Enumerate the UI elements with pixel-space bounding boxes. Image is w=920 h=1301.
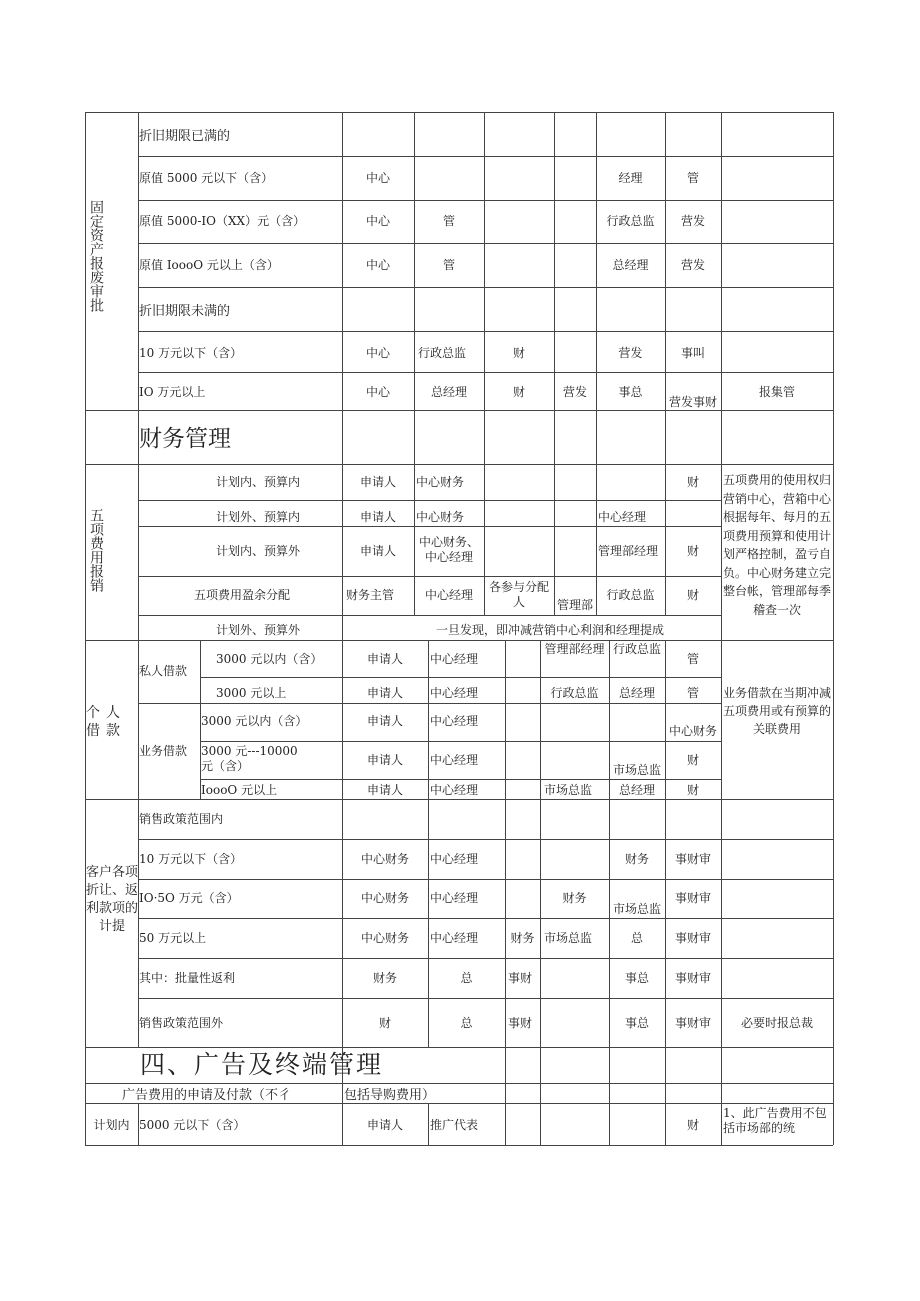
cell-value: 市场总监 [612,763,661,777]
grid-line [721,799,722,1145]
grid-line [138,200,833,201]
row-label: 销售政策范围外 [139,1016,224,1030]
cell-note: 一旦发现，即冲减营销中心利润和经理提成 [435,623,664,637]
cell-value: 行政总监 [612,642,661,656]
row-label: IO 万元以上 [139,385,206,399]
cell-value: 行政总监 [550,686,599,700]
grid-line [138,998,833,999]
loan-type-business: 业务借款 [139,744,188,758]
grid-line [138,839,833,840]
cell-value: 营发事财 [668,395,717,409]
cell-value: 中心财务 [360,852,409,866]
cell-value: 管 [686,652,699,666]
cell-value: 事叫 [680,346,705,360]
cell-value: 行政总监 [606,214,655,228]
grid-line [85,112,86,1145]
cell-value: 总经理 [430,385,467,399]
cell-value: 总经理 [618,783,655,797]
grid-line [85,1145,833,1146]
cell-value: 中心经理 [430,931,479,945]
loan-type-private: 私人借款 [139,664,188,678]
grid-line [138,156,833,157]
cell-value: 中心 [365,346,390,360]
grid-line [484,112,485,464]
section-title-finance: 财务管理 [139,425,231,451]
grid-line [138,243,833,244]
cell-value: 行政总监 [417,346,466,360]
cell-value: 行政总监 [606,588,655,602]
cell-value: 营发 [618,346,643,360]
row-label: IO·5O 万元（含） [139,891,239,905]
grid-line [721,112,722,464]
remark-ads: 1、此广告费用不包括市场部的统 [723,1106,827,1135]
cell-value: 财务 [562,891,587,905]
cell-value: 总经理 [618,686,655,700]
grid-line [138,958,833,959]
grid-line [200,677,721,678]
cell-value: 申请人 [359,475,396,489]
ads-plan-label: 计划内 [93,1118,130,1132]
ads-subtitle-part-a: 广告费用的申请及付款（不彳 [122,1087,292,1102]
section-label-fixed-assets: 固定资产报废审批 [89,200,105,312]
grid-line [138,576,721,577]
cell-value: 管理部经理 [598,544,659,558]
cell-value: 中心经理 [430,753,479,767]
grid-line [138,372,833,373]
cell-value: 市场总监 [543,783,592,797]
grid-line [138,615,721,616]
row-label: 计划内、预算内 [216,475,301,489]
ads-subtitle-part-b: 包括导购费用） [344,1087,436,1102]
cell-value: 管理部经理 [544,642,605,656]
row-label: 5000 元以下（含） [139,1118,246,1132]
row-label: 3000 元---10000 元（含） [201,744,298,773]
cell-value: 申请人 [366,783,403,797]
section-label-customer: 客户各项折让、返利款项的计提 [86,864,139,933]
cell-value: 中心经理 [430,714,479,728]
cell-value: 事财审 [674,891,711,905]
cell-value: 财务 [510,931,535,945]
cell-value: 总 [460,971,473,985]
cell-value: 申请人 [366,686,403,700]
cell-value: 事财审 [674,971,711,985]
section-label-loans: 个人借款 [86,704,126,738]
row-label: 50 万元以上 [139,931,207,945]
cell-value: 总经理 [612,258,649,272]
cell-value: 中心 [365,385,390,399]
cell-value: 财 [512,385,525,399]
grid-line [428,1103,429,1145]
grid-line [505,640,506,799]
cell-value: 中心经理 [430,652,479,666]
cell-value: 推广代表 [430,1118,479,1132]
grid-line [540,799,541,1145]
cell-value: 申请人 [366,652,403,666]
cell-value: 事财审 [674,1016,711,1030]
cell-value: 中心财务 [416,475,465,489]
cell-value: 财 [686,1118,699,1132]
row-label: 计划外、预算外 [216,623,301,637]
row-label: 计划外、预算内 [216,510,301,524]
cell-value: 各参与分配人 [488,580,549,609]
cell-value: 事总 [624,971,649,985]
cell-value: 营发 [562,385,587,399]
cell-value: 经理 [618,171,643,185]
cell-value: 中心经理 [430,783,479,797]
grid-line [428,799,429,1047]
grid-line [138,918,833,919]
grid-line [138,287,833,288]
remark-loans: 业务借款在当期冲减五项费用或有预算的关联费用 [722,686,831,736]
row-label: 10 万元以下（含） [139,346,243,360]
grid-line [138,879,833,880]
cell-value: 总 [460,1016,473,1030]
cell-value: 财 [686,588,699,602]
cell-value: 申请人 [366,714,403,728]
cell-value: 中心经理 [598,510,647,524]
cell-value: 中心财务 [360,891,409,905]
grid-line [554,464,555,615]
cell-value: 中心 [365,258,390,272]
cell-value: 事财 [507,1016,532,1030]
cell-value: 事财审 [674,852,711,866]
row-label: 计划内、预算外 [216,544,301,558]
row-label: 折旧期限未满的 [139,303,231,318]
grid-line [138,500,721,501]
grid-line [138,703,721,704]
grid-line [200,779,721,780]
cell-value: 财务 [372,971,397,985]
grid-line [540,640,541,799]
remark-five-fees: 五项费用的使用权归营销中心，营箱中心根据每年、每月的五项费用预算和使用计划严格控制，盈亏自负。中心财务建立完整台帐，管理部每季稽查一次 [722,473,831,617]
cell-value: 财务 [624,852,649,866]
cell-value: 营发 [680,214,705,228]
cell-value: 中心财务、中心经理 [418,535,479,564]
cell-value: 事财 [507,971,532,985]
row-label: 3000 元以内（含） [201,714,308,728]
cell-value: 中心经理 [430,891,479,905]
row-label: 折旧期限已满的 [139,128,231,143]
cell-value: 市场总监 [543,931,592,945]
cell-value: 事总 [624,1016,649,1030]
cell-value: 申请人 [366,1118,403,1132]
grid-line [138,331,833,332]
cell-value: 管 [686,686,699,700]
row-label: 原值 5000 元以下（含） [139,171,274,185]
cell-value: 事财审 [674,931,711,945]
cell-value: 财 [378,1016,391,1030]
row-label: 五项费用盈余分配 [194,588,291,602]
cell-value: 财 [686,753,699,767]
cell-value: 中心经理 [430,686,479,700]
grid-line [342,112,343,464]
cell-value: 中心 [365,214,390,228]
cell-value: 管理部 [556,598,593,612]
cell-value: 必要时报总裁 [740,1016,813,1030]
cell-value: 中心财务 [416,510,465,524]
grid-line [414,112,415,464]
grid-line [554,112,555,464]
row-label: 3000 元以上 [216,686,287,700]
cell-value: 财务主管 [345,588,394,602]
cell-value: 申请人 [359,510,396,524]
cell-value: 中心经理 [430,852,479,866]
section-label-five-fees: 五项费用报销 [89,508,105,592]
section-title-ads: 四、广告及终端管理 [140,1050,384,1079]
cell-value: 财 [686,475,699,489]
grid-line [833,112,834,1145]
cell-value: 营发 [680,258,705,272]
row-label: IoooO 元以上 [201,783,278,797]
cell-value: 财 [686,544,699,558]
cell-value: 市场总监 [612,902,661,916]
row-label: 其中：批量性返利 [139,971,236,985]
grid-line [138,526,721,527]
cell-value: 管 [442,214,455,228]
cell-value: 管 [442,258,455,272]
grid-line [596,112,597,464]
cell-value: 财 [686,783,699,797]
grid-line [200,741,721,742]
row-label: 10 万元以下（含） [139,852,243,866]
grid-line [665,112,666,464]
cell-value: 报集管 [758,385,795,399]
row-label: 原值 IoooO 元以上（含） [139,258,279,272]
grid-line [428,640,429,799]
cell-value: 申请人 [359,544,396,558]
cell-value: 事总 [618,385,643,399]
row-label: 原值 5000-IO（XX）元（含） [139,214,306,228]
cell-value: 中心经理 [424,588,473,602]
cell-value: 中心财务 [668,724,717,738]
row-label: 销售政策范围内 [139,812,224,826]
cell-value: 财 [512,346,525,360]
cell-value: 申请人 [366,753,403,767]
cell-value: 总 [630,931,643,945]
cell-value: 中心 [365,171,390,185]
row-label: 3000 元以内（含） [216,652,323,666]
cell-value: 中心财务 [360,931,409,945]
grid-line [342,615,343,640]
grid-line [138,112,139,1047]
cell-value: 管 [686,171,699,185]
